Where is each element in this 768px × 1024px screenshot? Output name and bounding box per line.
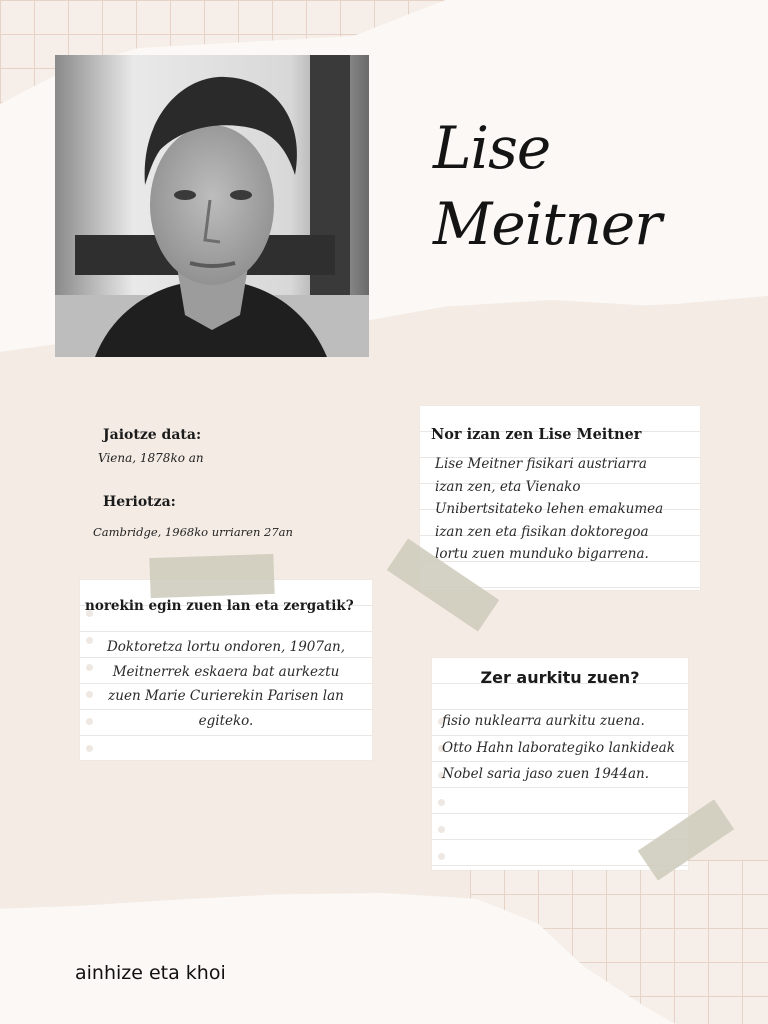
birth-value: Viena, 1878ko an [98,451,204,465]
note-discovery-line: fisio nuklearra aurkitu zuena. [442,713,645,729]
note-work-line: zuen Marie Curierekin Parisen lan [108,688,344,704]
portrait-image [55,55,369,357]
note-work-line: Doktoretza lortu ondoren, 1907an, [106,639,346,655]
note-discovery-body [442,708,675,788]
birth-label: Jaiotze data: [103,427,202,443]
credits-text: ainhize eta khoi [75,962,226,984]
page-title [433,110,733,262]
note-discovery-heading: Zer aurkitu zuen? [480,668,640,687]
note-work-line: Meitnerrek eskaera bat aurkeztu [112,663,340,680]
note-who-line: izan zen eta fisikan doktoregoa [435,523,649,540]
tape-strip [149,554,274,598]
portrait-photo [55,55,369,357]
note-work-heading: norekin egin zuen lan eta zergatik? [85,598,354,614]
title-first-name: Lise [433,114,551,182]
title-last-name: Meitner [433,190,661,258]
note-work-line: egiteko. [198,712,254,729]
note-work-body [80,635,372,733]
note-who-was-she [420,406,700,590]
note-discovery [432,658,688,870]
note-who-line: izan zen, eta Vienako [435,478,581,495]
note-discovery-line: Nobel saria jaso zuen 1944an. [442,766,650,782]
note-who-line: Lise Meitner fisikari austriarra [435,456,647,472]
death-label: Heriotza: [103,494,176,510]
note-who-body [435,453,663,566]
note-who-line: Unibertsitateko lehen emakumea [435,501,664,517]
note-collaboration [80,580,372,760]
note-who-heading: Nor izan zen Lise Meitner [431,426,642,443]
death-value: Cambridge, 1968ko urriaren 27an [93,525,293,539]
note-discovery-line: Otto Hahn laborategiko lankideak [442,739,675,756]
note-who-line: lortu zuen munduko bigarrena. [435,546,649,562]
